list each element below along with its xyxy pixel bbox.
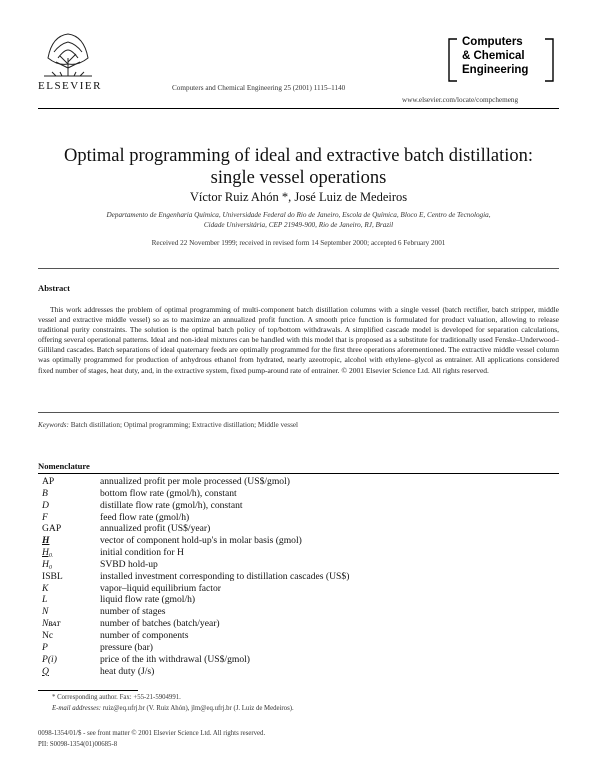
- nomenclature-definition: initial condition for H: [100, 547, 184, 559]
- nomenclature-symbol: B: [42, 487, 48, 499]
- abstract-text: This work addresses the problem of optimal programming of multi-component batch distillation columns with a single vessel (batch rectifier, batch stripper, middle vessel and extractive middle vessel) so as to maximize an annualized profit function. A smooth price function is formulated for product valuation, allowing to release traditional purity constraints. The solution is the optimal batch policy of top/bottom withdrawals. A simplified cascade model is developed for separation calculations, offering several operational patterns. Ideal and non-ideal mixtures can be handled with this model that is proposed as a substitute for traditionally used Fenske–Underwood–Gilliland cascades. Batch separations of ideal quaternary feeds are optimally programmed for the first three operations aforementioned. The extractive middle vessel column was optimally programmed for production of anhydrous ethanol from hydrated, nearly azeotropic, alcohol with ethylene–glycol as entrainer. All applications considered fixed number of stages, heat duty, and, in the extractive system, fixed pump-around rate of entrainer. © 2001 Elsevier Science Ltd. All rights reserved.: [38, 305, 559, 375]
- nomenclature-symbol: H₀: [42, 558, 53, 570]
- nomenclature-symbol: Nʙᴀᴛ: [42, 618, 60, 630]
- nomenclature-definition: number of components: [100, 629, 189, 641]
- nomenclature-row: [38, 606, 559, 618]
- copyright-line: 0098-1354/01/$ - see front matter © 2001 Elsevier Science Ltd. All rights reserved.: [38, 730, 266, 737]
- nomenclature-row: [38, 547, 559, 559]
- nomenclature-symbol: N: [42, 606, 49, 618]
- nomenclature-row: [38, 488, 559, 500]
- article-title: [38, 145, 559, 189]
- nomenclature-row: [38, 535, 559, 547]
- nomenclature-definition: distillate flow rate (gmol/h), constant: [100, 499, 243, 511]
- nomenclature-definition: number of stages: [100, 606, 166, 618]
- nomenclature-list: [38, 476, 559, 677]
- nomenclature-definition: feed flow rate (gmol/h): [100, 511, 190, 523]
- corresponding-author-note: * Corresponding author. Fax: +55-21-5904991.: [52, 694, 181, 701]
- title-line: single vessel operations: [210, 168, 387, 188]
- nomenclature-symbol: AP: [42, 476, 55, 487]
- email-label: E-mail addresses:: [52, 705, 102, 712]
- nomenclature-row: [38, 666, 559, 678]
- nomenclature-row: [38, 642, 559, 654]
- nomenclature-definition: liquid flow rate (gmol/h): [100, 594, 196, 606]
- pii-line: PII: S0098-1354(01)00685-8: [38, 741, 118, 748]
- journal-title-line: & Chemical: [462, 50, 525, 62]
- nomenclature-symbol: F: [42, 511, 48, 523]
- nomenclature-definition: bottom flow rate (gmol/h), constant: [100, 487, 237, 499]
- email-addresses: [52, 705, 294, 712]
- header-divider: [38, 108, 559, 109]
- authors: Víctor Ruiz Ahón *, José Luiz de Medeiros: [189, 190, 408, 204]
- affiliation: [70, 210, 527, 230]
- nomenclature-definition: annualized profit per mole processed (US$/gmol): [100, 476, 290, 487]
- abstract-heading: Abstract: [38, 283, 70, 293]
- nomenclature-row: [38, 630, 559, 642]
- nomenclature-symbol: GAP: [42, 523, 62, 535]
- nomenclature-symbol: D: [42, 499, 49, 511]
- nomenclature-symbol: Nc: [42, 629, 54, 641]
- nomenclature-definition: annualized profit (US$/year): [100, 523, 211, 535]
- nomenclature-symbol: L: [42, 594, 48, 606]
- keywords-label: Keywords:: [38, 421, 69, 429]
- nomenclature-definition: heat duty (J/s): [100, 665, 155, 677]
- nomenclature-row: [38, 476, 559, 488]
- nomenclature-row: [38, 594, 559, 606]
- nomenclature-row: [38, 512, 559, 524]
- nomenclature-definition: SVBD hold-up: [100, 558, 158, 570]
- nomenclature-symbol: ISBL: [42, 570, 63, 582]
- keywords: [38, 421, 559, 429]
- affiliation-line: Cidade Universitária, CEP 21949-900, Rio de Janeiro, RJ, Brazil: [203, 221, 394, 229]
- nomenclature-row: [38, 523, 559, 535]
- nomenclature-definition: vapor–liquid equilibrium factor: [100, 582, 221, 594]
- nomenclature-divider: [38, 473, 559, 474]
- nomenclature-definition: installed investment corresponding to distillation cascades (US$): [100, 570, 350, 582]
- journal-url[interactable]: www.elsevier.com/locate/compchemeng: [402, 96, 519, 104]
- nomenclature-row: [38, 500, 559, 512]
- received-dates: Received 22 November 1999; received in revised form 14 September 2000; accepted 6 February 2001: [151, 239, 446, 247]
- nomenclature-heading: Nomenclature: [38, 461, 90, 471]
- affiliation-line: Departamento de Engenharia Química, Universidade Federal do Rio de Janeiro, Escola de Química, Bloco E, Centro de Tecnologia,: [106, 211, 491, 219]
- section-divider: [38, 412, 559, 413]
- nomenclature-row: [38, 618, 559, 630]
- publisher-name: ELSEVIER: [38, 80, 102, 92]
- title-line: Optimal programming of ideal and extractive batch distillation:: [63, 146, 534, 166]
- journal-reference: Computers and Chemical Engineering 25 (2001) 1115–1140: [172, 84, 346, 92]
- nomenclature-row: [38, 583, 559, 595]
- nomenclature-definition: price of the ith withdrawal (US$/gmol): [100, 653, 251, 665]
- nomenclature-definition: pressure (bar): [100, 641, 154, 653]
- nomenclature-row: [38, 654, 559, 666]
- nomenclature-definition: vector of component hold-up's in molar basis (gmol): [100, 535, 302, 547]
- journal-title-line: Engineering: [462, 64, 529, 76]
- journal-title: [462, 35, 528, 77]
- nomenclature-row: [38, 559, 559, 571]
- nomenclature-row: [38, 571, 559, 583]
- nomenclature-symbol: K: [42, 582, 49, 594]
- nomenclature-symbol: P: [42, 641, 48, 653]
- nomenclature-symbol: Q: [42, 665, 49, 677]
- email-text[interactable]: ruiz@eq.ufrj.br (V. Ruiz Ahón), jlm@eq.ufrj.br (J. Luiz de Medeiros).: [101, 705, 294, 712]
- journal-title-line: Computers: [462, 36, 523, 48]
- section-divider: [38, 268, 559, 269]
- nomenclature-symbol: H₀: [42, 547, 53, 559]
- nomenclature-symbol: H: [42, 535, 50, 547]
- footnote-divider: [38, 690, 138, 691]
- nomenclature-symbol: P(i): [42, 653, 57, 665]
- keywords-text: Batch distillation; Optimal programming; Extractive distillation; Middle vessel: [68, 421, 299, 429]
- nomenclature-definition: number of batches (batch/year): [100, 618, 220, 630]
